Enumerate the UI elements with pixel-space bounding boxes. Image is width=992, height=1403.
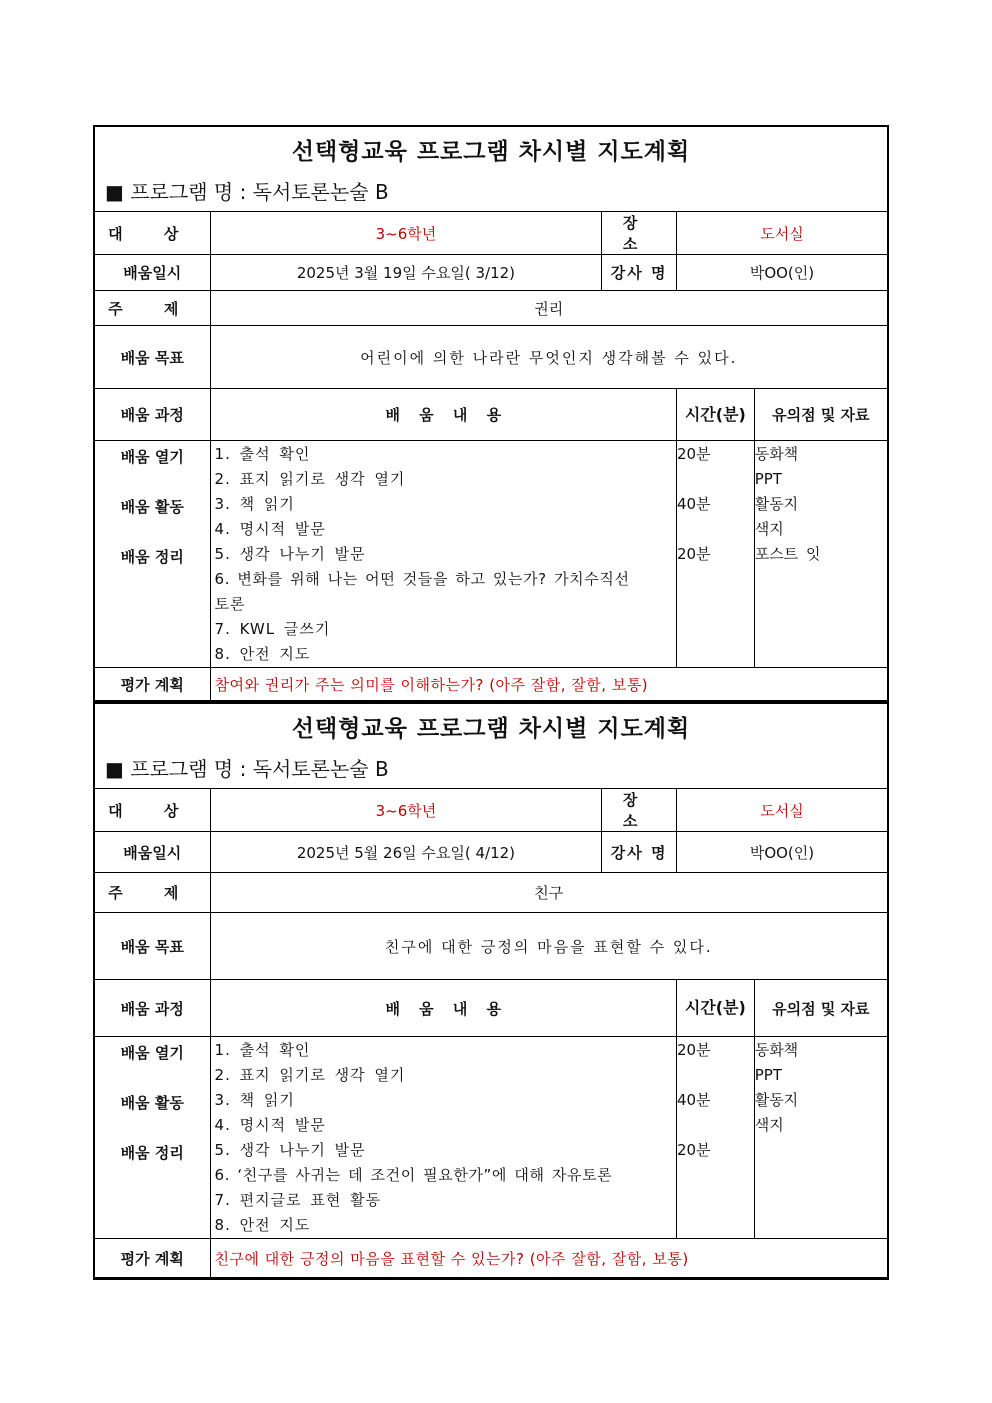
material-line: 활동지: [754, 1091, 799, 1109]
content-line: 2. 표지 읽기로 생각 열기: [214, 1066, 406, 1084]
materials-header: 유의점 및 자료: [754, 980, 887, 1037]
time-line: [677, 1113, 750, 1138]
target-label: 대 상: [95, 212, 210, 255]
goal-label: 배움 목표: [95, 326, 210, 389]
teacher-value: 박OO(인): [676, 255, 887, 291]
plan-title: 선택형교육 프로그램 차시별 지도계획: [291, 139, 691, 165]
program-name: ■ 프로그램 명 : 독서토론논술 B: [105, 757, 389, 781]
target-value: 3~6학년: [210, 789, 602, 832]
plan-title: 선택형교육 프로그램 차시별 지도계획: [291, 716, 691, 742]
content-line: 6. ‘친구를 사귀는 데 조건이 필요한가”에 대해 자유토론: [214, 1166, 613, 1184]
target-label: 대 상: [95, 789, 210, 832]
program-name: ■ 프로그램 명 : 독서토론논술 B: [105, 180, 389, 204]
content-line: 4. 명시적 발문: [214, 1116, 326, 1134]
stage-activity: 배움 활동: [120, 498, 184, 516]
materials-column: [754, 1037, 887, 1239]
eval-label: 평가 계획: [95, 1239, 210, 1278]
stage-column: [95, 441, 210, 668]
time-header-text: 시간(분): [684, 998, 746, 1017]
teacher-label: 강사 명: [602, 832, 677, 873]
material-line: 활동지: [754, 495, 799, 513]
plan-header: [95, 127, 887, 212]
material-line: 색지: [754, 520, 784, 538]
place-label: 장 소: [602, 212, 677, 255]
goal-value: 친구에 대한 긍정의 마음을 표현할 수 있다.: [210, 913, 887, 980]
time-column: [676, 441, 754, 668]
time-header: [676, 980, 754, 1037]
lesson-plan-1: [93, 125, 889, 703]
material-line: 포스트 잇: [754, 545, 821, 563]
date-value: 2025년 5월 26일 수요일( 4/12): [210, 832, 602, 873]
content-line: 4. 명시적 발문: [214, 520, 326, 538]
content-column: [210, 1037, 676, 1239]
process-header: 배움 과정: [95, 389, 210, 441]
content-line: 3. 책 읽기: [214, 1091, 295, 1109]
content-line: 7. KWL 글쓰기: [214, 620, 331, 638]
topic-value: 권리: [210, 291, 887, 326]
target-value: 3~6학년: [210, 212, 602, 255]
content-line: 토론: [214, 595, 246, 613]
stage-closing: 배움 정리: [120, 548, 184, 566]
time-line: 20분: [676, 1141, 711, 1159]
materials-header: 유의점 및 자료: [754, 389, 887, 441]
content-header: 배 움 내 용: [210, 980, 676, 1037]
content-line: 1. 출석 확인: [214, 445, 311, 463]
material-line: 동화책: [754, 1041, 799, 1059]
plan-header: [95, 704, 887, 789]
content-line: 5. 생각 나누기 발문: [214, 1141, 366, 1159]
time-line: [677, 1063, 750, 1088]
topic-label: 주 제: [95, 291, 210, 326]
content-line: 2. 표지 읽기로 생각 열기: [214, 470, 406, 488]
goal-label: 배움 목표: [95, 913, 210, 980]
stage-opening: 배움 열기: [120, 1044, 184, 1062]
teacher-value: 박OO(인): [676, 832, 887, 873]
place-value: 도서실: [676, 212, 887, 255]
time-column: [676, 1037, 754, 1239]
eval-value: 참여와 권리가 주는 의미를 이해하는가? (아주 잘함, 잘함, 보통): [210, 668, 887, 701]
goal-value: 어린이에 의한 나라란 무엇인지 생각해볼 수 있다.: [210, 326, 887, 389]
content-column: [210, 441, 676, 668]
time-line: 40분: [676, 1091, 711, 1109]
materials-column: [754, 441, 887, 668]
eval-label: 평가 계획: [95, 668, 210, 701]
material-line: PPT: [754, 470, 782, 488]
content-line: 8. 안전 지도: [214, 1216, 311, 1234]
time-line: [677, 517, 750, 542]
content-line: 1. 출석 확인: [214, 1041, 311, 1059]
content-line: 5. 생각 나누기 발문: [214, 545, 366, 563]
time-header: [676, 389, 754, 441]
place-value: 도서실: [676, 789, 887, 832]
time-line: 20분: [676, 1041, 711, 1059]
lesson-plan-2: [93, 702, 889, 1280]
date-value: 2025년 3월 19일 수요일( 3/12): [210, 255, 602, 291]
content-line: 3. 책 읽기: [214, 495, 295, 513]
material-line: 색지: [754, 1116, 784, 1134]
content-header: 배 움 내 용: [210, 389, 676, 441]
material-line: PPT: [754, 1066, 782, 1084]
date-label: 배움일시: [95, 832, 210, 873]
material-line: 동화책: [754, 445, 799, 463]
place-label: 장 소: [602, 789, 677, 832]
topic-value: 친구: [210, 873, 887, 913]
teacher-label: 강사 명: [602, 255, 677, 291]
stage-column: [95, 1037, 210, 1239]
time-line: 40분: [676, 495, 711, 513]
time-header-text: 시간(분): [684, 404, 746, 424]
time-line: 20분: [676, 445, 711, 463]
content-line: 8. 안전 지도: [214, 645, 311, 663]
time-line: [677, 467, 750, 492]
content-line: 6. 변화를 위해 나는 어떤 것들을 하고 있는가? 가치수직선: [214, 570, 630, 588]
topic-label: 주 제: [95, 873, 210, 913]
stage-activity: 배움 활동: [120, 1094, 184, 1112]
eval-value: 친구에 대한 긍정의 마음을 표현할 수 있는가? (아주 잘함, 잘함, 보통): [210, 1239, 887, 1278]
time-line: 20분: [676, 545, 711, 563]
process-header: 배움 과정: [95, 980, 210, 1037]
content-line: 7. 편지글로 표현 활동: [214, 1191, 382, 1209]
date-label: 배움일시: [95, 255, 210, 291]
stage-closing: 배움 정리: [120, 1144, 184, 1162]
stage-opening: 배움 열기: [120, 448, 184, 466]
